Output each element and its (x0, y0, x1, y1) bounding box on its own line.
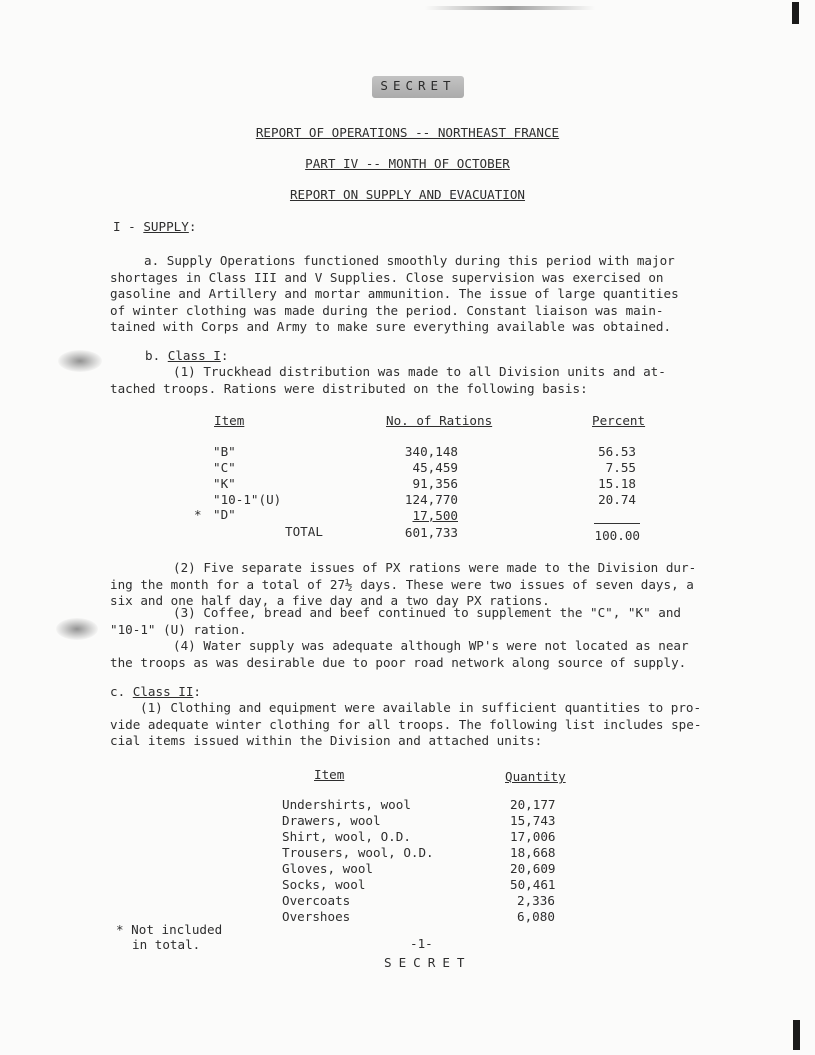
paragraph-a-line: a. Supply Operations functioned smoothly during this period with major (144, 253, 675, 268)
page-number: -1- (410, 936, 433, 951)
report-title-line2: PART IV -- MONTH OF OCTOBER (305, 156, 510, 171)
class1-para3: (3) Coffee, bread and beef continued to supplement the "C", "K" and "10-1" (U) ration. (110, 605, 681, 637)
paragraph-a-line: shortages in Class III and V Supplies. Close supervision was exercised on (110, 269, 664, 285)
class2-label: c. Class II: (110, 684, 202, 699)
paragraph-a (110, 253, 679, 336)
class1-label: b. Class I: (145, 348, 229, 363)
classification-top: SECRET (380, 78, 456, 93)
rations-header-item: Item (214, 413, 245, 428)
class2-intro: (1) Clothing and equipment were available in sufficient quantities to pro- vide adequate winter clothing for all troops. The following list includes spe- cial items issued within the Division and attached units: (110, 700, 702, 748)
paragraph-a-line: gasoline and Artillery and mortar ammunition. The issue of large quantities (110, 286, 679, 301)
class1-intro: (1) Truckhead distribution was made to all Division units and at- tached troops. Rations were distributed on the following basis: (110, 364, 666, 396)
paragraph-a-line: tained with Corps and Army to make sure everything available was obtained. (110, 319, 672, 334)
rations-header-count: No. of Rations (386, 413, 493, 428)
class1-para4: (4) Water supply was adequate although WP's were not located as near the troops as was desirable due to poor road network along source of supply. (110, 638, 689, 670)
scan-edge-mark-top (792, 2, 799, 24)
clothing-header-item: Item (314, 767, 345, 782)
classification-bottom: SECRET (384, 955, 472, 970)
percent-total-rule (594, 523, 640, 524)
footnote: * Not included in total. (116, 922, 223, 952)
scan-edge-mark-bottom (793, 1020, 800, 1050)
section-heading: I - SUPPLY: (113, 219, 197, 234)
hole-punch-shadow-2 (56, 618, 98, 640)
hole-punch-shadow-1 (58, 350, 102, 372)
report-title-line1: REPORT OF OPERATIONS -- NORTHEAST FRANCE (255, 125, 560, 140)
asterisk-mark: * (194, 507, 202, 522)
rations-header-percent: Percent (592, 413, 646, 428)
paragraph-a-line: of winter clothing was made during the period. Constant liaison was main- (110, 302, 664, 318)
clothing-header-quantity: Quantity (505, 769, 566, 784)
report-title-line3: REPORT ON SUPPLY AND EVACUATION (289, 187, 526, 202)
class1-para2: (2) Five separate issues of PX rations were made to the Division dur- ing the month for a total of 27½ days. These were two issues of seven days, a six and one half day, a five day and a two day PX rations. (110, 560, 697, 608)
scan-streak-top (425, 6, 595, 10)
